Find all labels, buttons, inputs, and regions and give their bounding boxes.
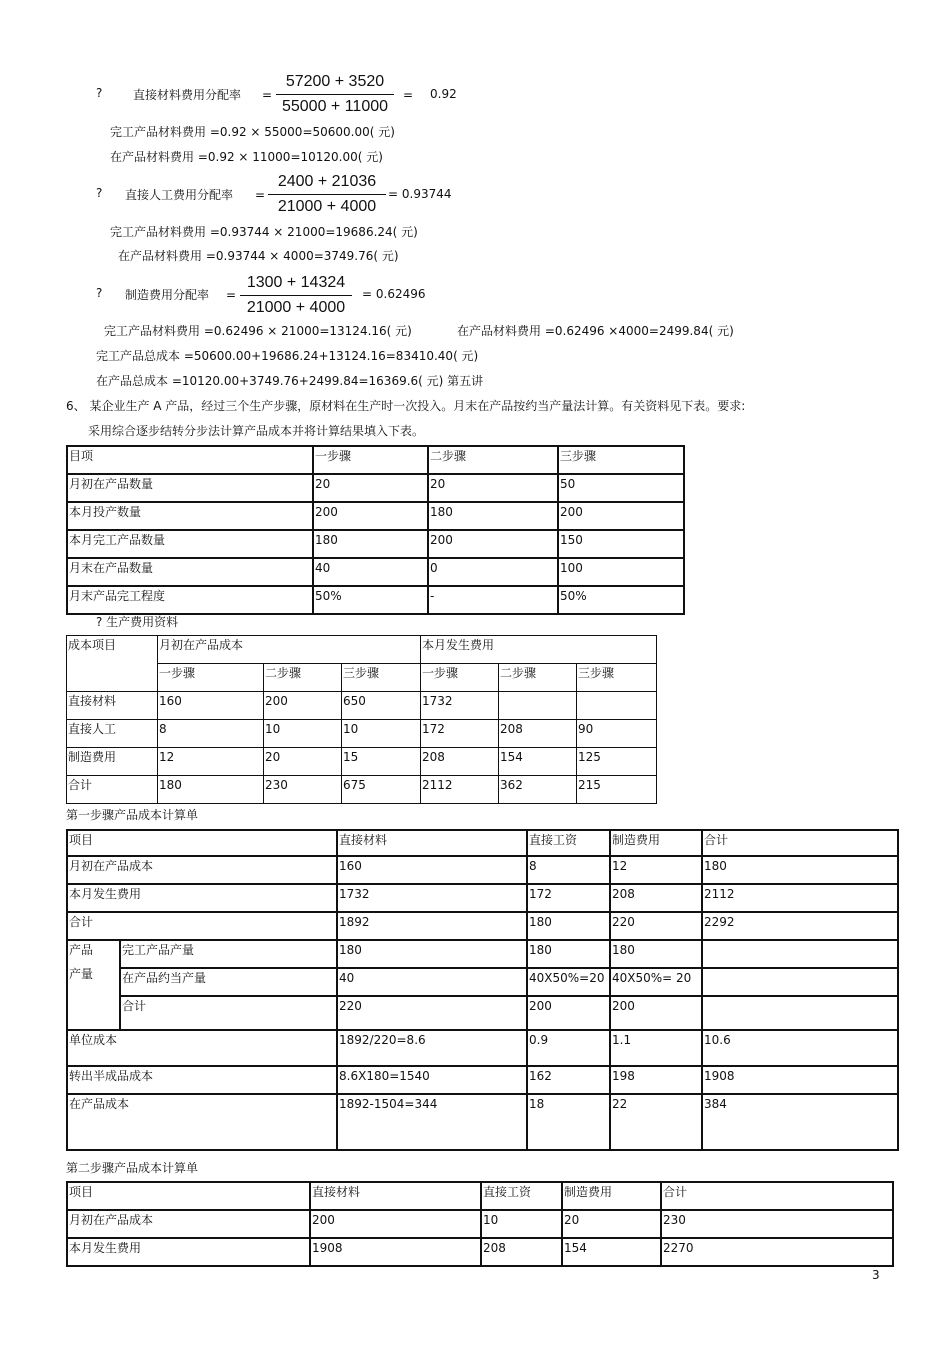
table-cell: 154 xyxy=(562,1238,661,1266)
table-cell: 40 xyxy=(337,968,527,996)
equals-sign: = xyxy=(262,88,273,102)
table-cell: 2112 xyxy=(702,884,898,912)
table-cell: 40 xyxy=(313,558,428,586)
numerator: 57200 + 3520 xyxy=(276,70,394,95)
table-cell: 0.9 xyxy=(527,1030,610,1066)
table-row xyxy=(67,692,657,720)
table-cell xyxy=(577,692,657,720)
overhead-rate-label: 制造费用分配率 xyxy=(125,288,210,302)
row-label: 直接人工 xyxy=(67,720,158,748)
table-cell: 12 xyxy=(610,856,702,884)
material-rate-fraction xyxy=(276,70,394,119)
table-cell: 230 xyxy=(661,1210,893,1238)
calc-line: 完工产品材料费用 =0.92 × 55000=50600.00( 元) xyxy=(110,125,395,139)
table-cell: 10 xyxy=(342,720,421,748)
denominator: 21000 + 4000 xyxy=(246,299,346,316)
table-cell xyxy=(702,996,898,1030)
table-row xyxy=(67,1238,893,1266)
denominator: 21000 + 4000 xyxy=(277,198,377,215)
table-cell: 15 xyxy=(342,748,421,776)
table-cell: 二步骤 xyxy=(428,446,558,474)
table-cell: 50 xyxy=(558,474,684,502)
row-label: 目项 xyxy=(67,446,313,474)
table-cell: 650 xyxy=(342,692,421,720)
table-row xyxy=(67,474,684,502)
row-label: 本月发生费用 xyxy=(67,884,337,912)
table-cell: 200 xyxy=(428,530,558,558)
table-cell: 10.6 xyxy=(702,1030,898,1066)
header-cost-item: 成本项目 xyxy=(67,636,158,692)
table-cell: 2270 xyxy=(661,1238,893,1266)
table-cell xyxy=(702,968,898,996)
table-cell: 1732 xyxy=(337,884,527,912)
table-cell: 8.6X180=1540 xyxy=(337,1066,527,1094)
table-cell: 直接工资 xyxy=(481,1182,562,1210)
step1-caption: 第一步骤产品成本计算单 xyxy=(66,808,199,822)
step-header: 一步骤 xyxy=(421,664,499,692)
table-row xyxy=(67,502,684,530)
table-row xyxy=(67,1210,893,1238)
cost-data-caption: ? 生产费用资料 xyxy=(96,615,179,629)
row-label: 合计 xyxy=(120,996,337,1030)
row-label: 月末产品完工程度 xyxy=(67,586,313,614)
step-header: 二步骤 xyxy=(264,664,342,692)
table-row xyxy=(67,558,684,586)
table-cell: 2112 xyxy=(421,776,499,804)
table-cell: 合计 xyxy=(661,1182,893,1210)
table-cell: 162 xyxy=(527,1066,610,1094)
material-rate-label: 直接材料费用分配率 xyxy=(133,88,242,102)
table-cell: 362 xyxy=(499,776,577,804)
table-cell: 172 xyxy=(421,720,499,748)
calc-line: 在产品材料费用 =0.92 × 11000=10120.00( 元) xyxy=(110,150,383,164)
header-begin-wip: 月初在产品成本 xyxy=(158,636,421,664)
step-header: 一步骤 xyxy=(158,664,264,692)
table-cell: 675 xyxy=(342,776,421,804)
calc-line: 在产品材料费用 =0.62496 ×4000=2499.84( 元) xyxy=(457,324,734,338)
denominator: 55000 + 11000 xyxy=(281,98,389,115)
row-label: 月初在产品成本 xyxy=(67,1210,310,1238)
table-cell xyxy=(499,692,577,720)
table-cell: 180 xyxy=(527,912,610,940)
table-row xyxy=(67,530,684,558)
table-cell: 1892/220=8.6 xyxy=(337,1030,527,1066)
table-cell: 208 xyxy=(421,748,499,776)
row-label: 月末在产品数量 xyxy=(67,558,313,586)
table-cell: 208 xyxy=(499,720,577,748)
table-cell: 50% xyxy=(313,586,428,614)
table-cell: 200 xyxy=(610,996,702,1030)
bullet: ? xyxy=(96,186,103,200)
table-cell: 200 xyxy=(264,692,342,720)
group-label-line: 产品 xyxy=(69,943,94,957)
numerator: 1300 + 14324 xyxy=(240,271,352,296)
problem-statement: 6、 某企业生产 A 产品，经过三个生产步骤，原材料在生产时一次投入。月末在产品按约当产量法计算。有关资料见下表。要求: xyxy=(66,399,746,413)
table-cell: 10 xyxy=(264,720,342,748)
labor-rate-fraction xyxy=(268,170,386,219)
table-cell: 一步骤 xyxy=(313,446,428,474)
group-label-line: 产量 xyxy=(69,967,94,981)
table-cell: 180 xyxy=(158,776,264,804)
row-label: 转出半成品成本 xyxy=(67,1066,337,1094)
step-header: 三步骤 xyxy=(577,664,657,692)
table-row xyxy=(67,748,657,776)
table-cell: 0 xyxy=(428,558,558,586)
table-cell: 180 xyxy=(702,856,898,884)
step-header: 三步骤 xyxy=(342,664,421,692)
table-cell: 198 xyxy=(610,1066,702,1094)
table-cell: 20 xyxy=(428,474,558,502)
table-cell: 制造费用 xyxy=(562,1182,661,1210)
table-cell xyxy=(702,940,898,968)
cost-data-table xyxy=(66,635,657,804)
numerator: 2400 + 21036 xyxy=(268,170,386,195)
table-cell: 200 xyxy=(310,1210,481,1238)
table-cell: 8 xyxy=(527,856,610,884)
table-cell: 8 xyxy=(158,720,264,748)
table-cell: 220 xyxy=(337,996,527,1030)
table-row xyxy=(67,1182,893,1210)
table-cell: 1908 xyxy=(310,1238,481,1266)
table-cell: 180 xyxy=(337,940,527,968)
table-cell: 40X50%=20 xyxy=(527,968,610,996)
total-finished-cost: 完工产品总成本 =50600.00+19686.24+13124.16=83410.40( 元) xyxy=(96,349,479,363)
table-cell: 1892 xyxy=(337,912,527,940)
table-cell: 200 xyxy=(313,502,428,530)
table-row xyxy=(67,776,657,804)
row-label: 单位成本 xyxy=(67,1030,337,1066)
table-cell: 384 xyxy=(702,1094,898,1150)
table-cell: 150 xyxy=(558,530,684,558)
row-label: 月初在产品成本 xyxy=(67,856,337,884)
step-header: 二步骤 xyxy=(499,664,577,692)
overhead-rate-result: = 0.62496 xyxy=(362,287,426,301)
table-cell: 1892-1504=344 xyxy=(337,1094,527,1150)
table-cell: 180 xyxy=(610,940,702,968)
table-cell: 20 xyxy=(264,748,342,776)
header-current-cost: 本月发生费用 xyxy=(421,636,657,664)
calc-line: 在产品材料费用 =0.93744 × 4000=3749.76( 元) xyxy=(118,249,399,263)
equals-sign: = xyxy=(403,88,414,102)
table-cell: 100 xyxy=(558,558,684,586)
table-cell: 208 xyxy=(610,884,702,912)
table-cell: 20 xyxy=(313,474,428,502)
row-label: 项目 xyxy=(67,1182,310,1210)
table-row xyxy=(67,586,684,614)
table-cell: 220 xyxy=(610,912,702,940)
header-cell: 直接工资 xyxy=(527,830,610,856)
table-cell: 200 xyxy=(527,996,610,1030)
table-cell: 160 xyxy=(158,692,264,720)
overhead-rate-fraction xyxy=(240,271,352,320)
table-cell: 三步骤 xyxy=(558,446,684,474)
table-cell: 200 xyxy=(558,502,684,530)
row-label: 在产品约当产量 xyxy=(120,968,337,996)
table-cell: 172 xyxy=(527,884,610,912)
table-cell: 18 xyxy=(527,1094,610,1150)
table-row xyxy=(67,720,657,748)
row-label: 合计 xyxy=(67,912,337,940)
table-row xyxy=(67,446,684,474)
quantity-group-label xyxy=(67,940,120,1030)
table-cell: - xyxy=(428,586,558,614)
header-cell: 直接材料 xyxy=(337,830,527,856)
row-label: 直接材料 xyxy=(67,692,158,720)
step2-caption: 第二步骤产品成本计算单 xyxy=(66,1161,199,1175)
row-label: 本月投产数量 xyxy=(67,502,313,530)
table-cell: 215 xyxy=(577,776,657,804)
table-cell: 160 xyxy=(337,856,527,884)
table-cell: 154 xyxy=(499,748,577,776)
row-label: 制造费用 xyxy=(67,748,158,776)
table-cell: 12 xyxy=(158,748,264,776)
total-wip-cost: 在产品总成本 =10120.00+3749.76+2499.84=16369.6( 元) 第五讲 xyxy=(96,374,484,388)
table-cell: 230 xyxy=(264,776,342,804)
bullet: ? xyxy=(96,86,103,100)
table-cell: 1732 xyxy=(421,692,499,720)
calc-line: 完工产品材料费用 =0.93744 × 21000=19686.24( 元) xyxy=(110,225,418,239)
table-cell: 2292 xyxy=(702,912,898,940)
material-rate-result: 0.92 xyxy=(430,87,457,101)
table-cell: 180 xyxy=(313,530,428,558)
table-cell: 10 xyxy=(481,1210,562,1238)
table-cell: 1.1 xyxy=(610,1030,702,1066)
table-cell: 208 xyxy=(481,1238,562,1266)
labor-rate-result: = 0.93744 xyxy=(388,187,452,201)
calc-line: 完工产品材料费用 =0.62496 × 21000=13124.16( 元) xyxy=(104,324,412,338)
row-label: 本月发生费用 xyxy=(67,1238,310,1266)
row-label: 完工产品产量 xyxy=(120,940,337,968)
page-number: 3 xyxy=(872,1268,880,1282)
quantity-table xyxy=(66,445,685,615)
table-cell: 1908 xyxy=(702,1066,898,1094)
table-cell: 22 xyxy=(610,1094,702,1150)
step2-cost-table xyxy=(66,1181,894,1267)
table-cell: 40X50%= 20 xyxy=(610,968,702,996)
row-label: 本月完工产品数量 xyxy=(67,530,313,558)
table-cell: 90 xyxy=(577,720,657,748)
header-cell: 合计 xyxy=(702,830,898,856)
table-cell: 直接材料 xyxy=(310,1182,481,1210)
labor-rate-label: 直接人工费用分配率 xyxy=(125,188,234,202)
header-cell: 项目 xyxy=(67,830,337,856)
header-cell: 制造费用 xyxy=(610,830,702,856)
row-label: 在产品成本 xyxy=(67,1094,337,1150)
table-cell: 180 xyxy=(527,940,610,968)
problem-requirement: 采用综合逐步结转分步法计算产品成本并将计算结果填入下表。 xyxy=(88,424,425,438)
row-label: 合计 xyxy=(67,776,158,804)
table-cell: 50% xyxy=(558,586,684,614)
bullet: ? xyxy=(96,286,103,300)
table-cell: 125 xyxy=(577,748,657,776)
row-label: 月初在产品数量 xyxy=(67,474,313,502)
table-cell: 20 xyxy=(562,1210,661,1238)
step1-cost-table xyxy=(66,829,899,1151)
table-cell: 180 xyxy=(428,502,558,530)
equals-sign: = xyxy=(255,188,266,202)
equals-sign: = xyxy=(226,288,237,302)
